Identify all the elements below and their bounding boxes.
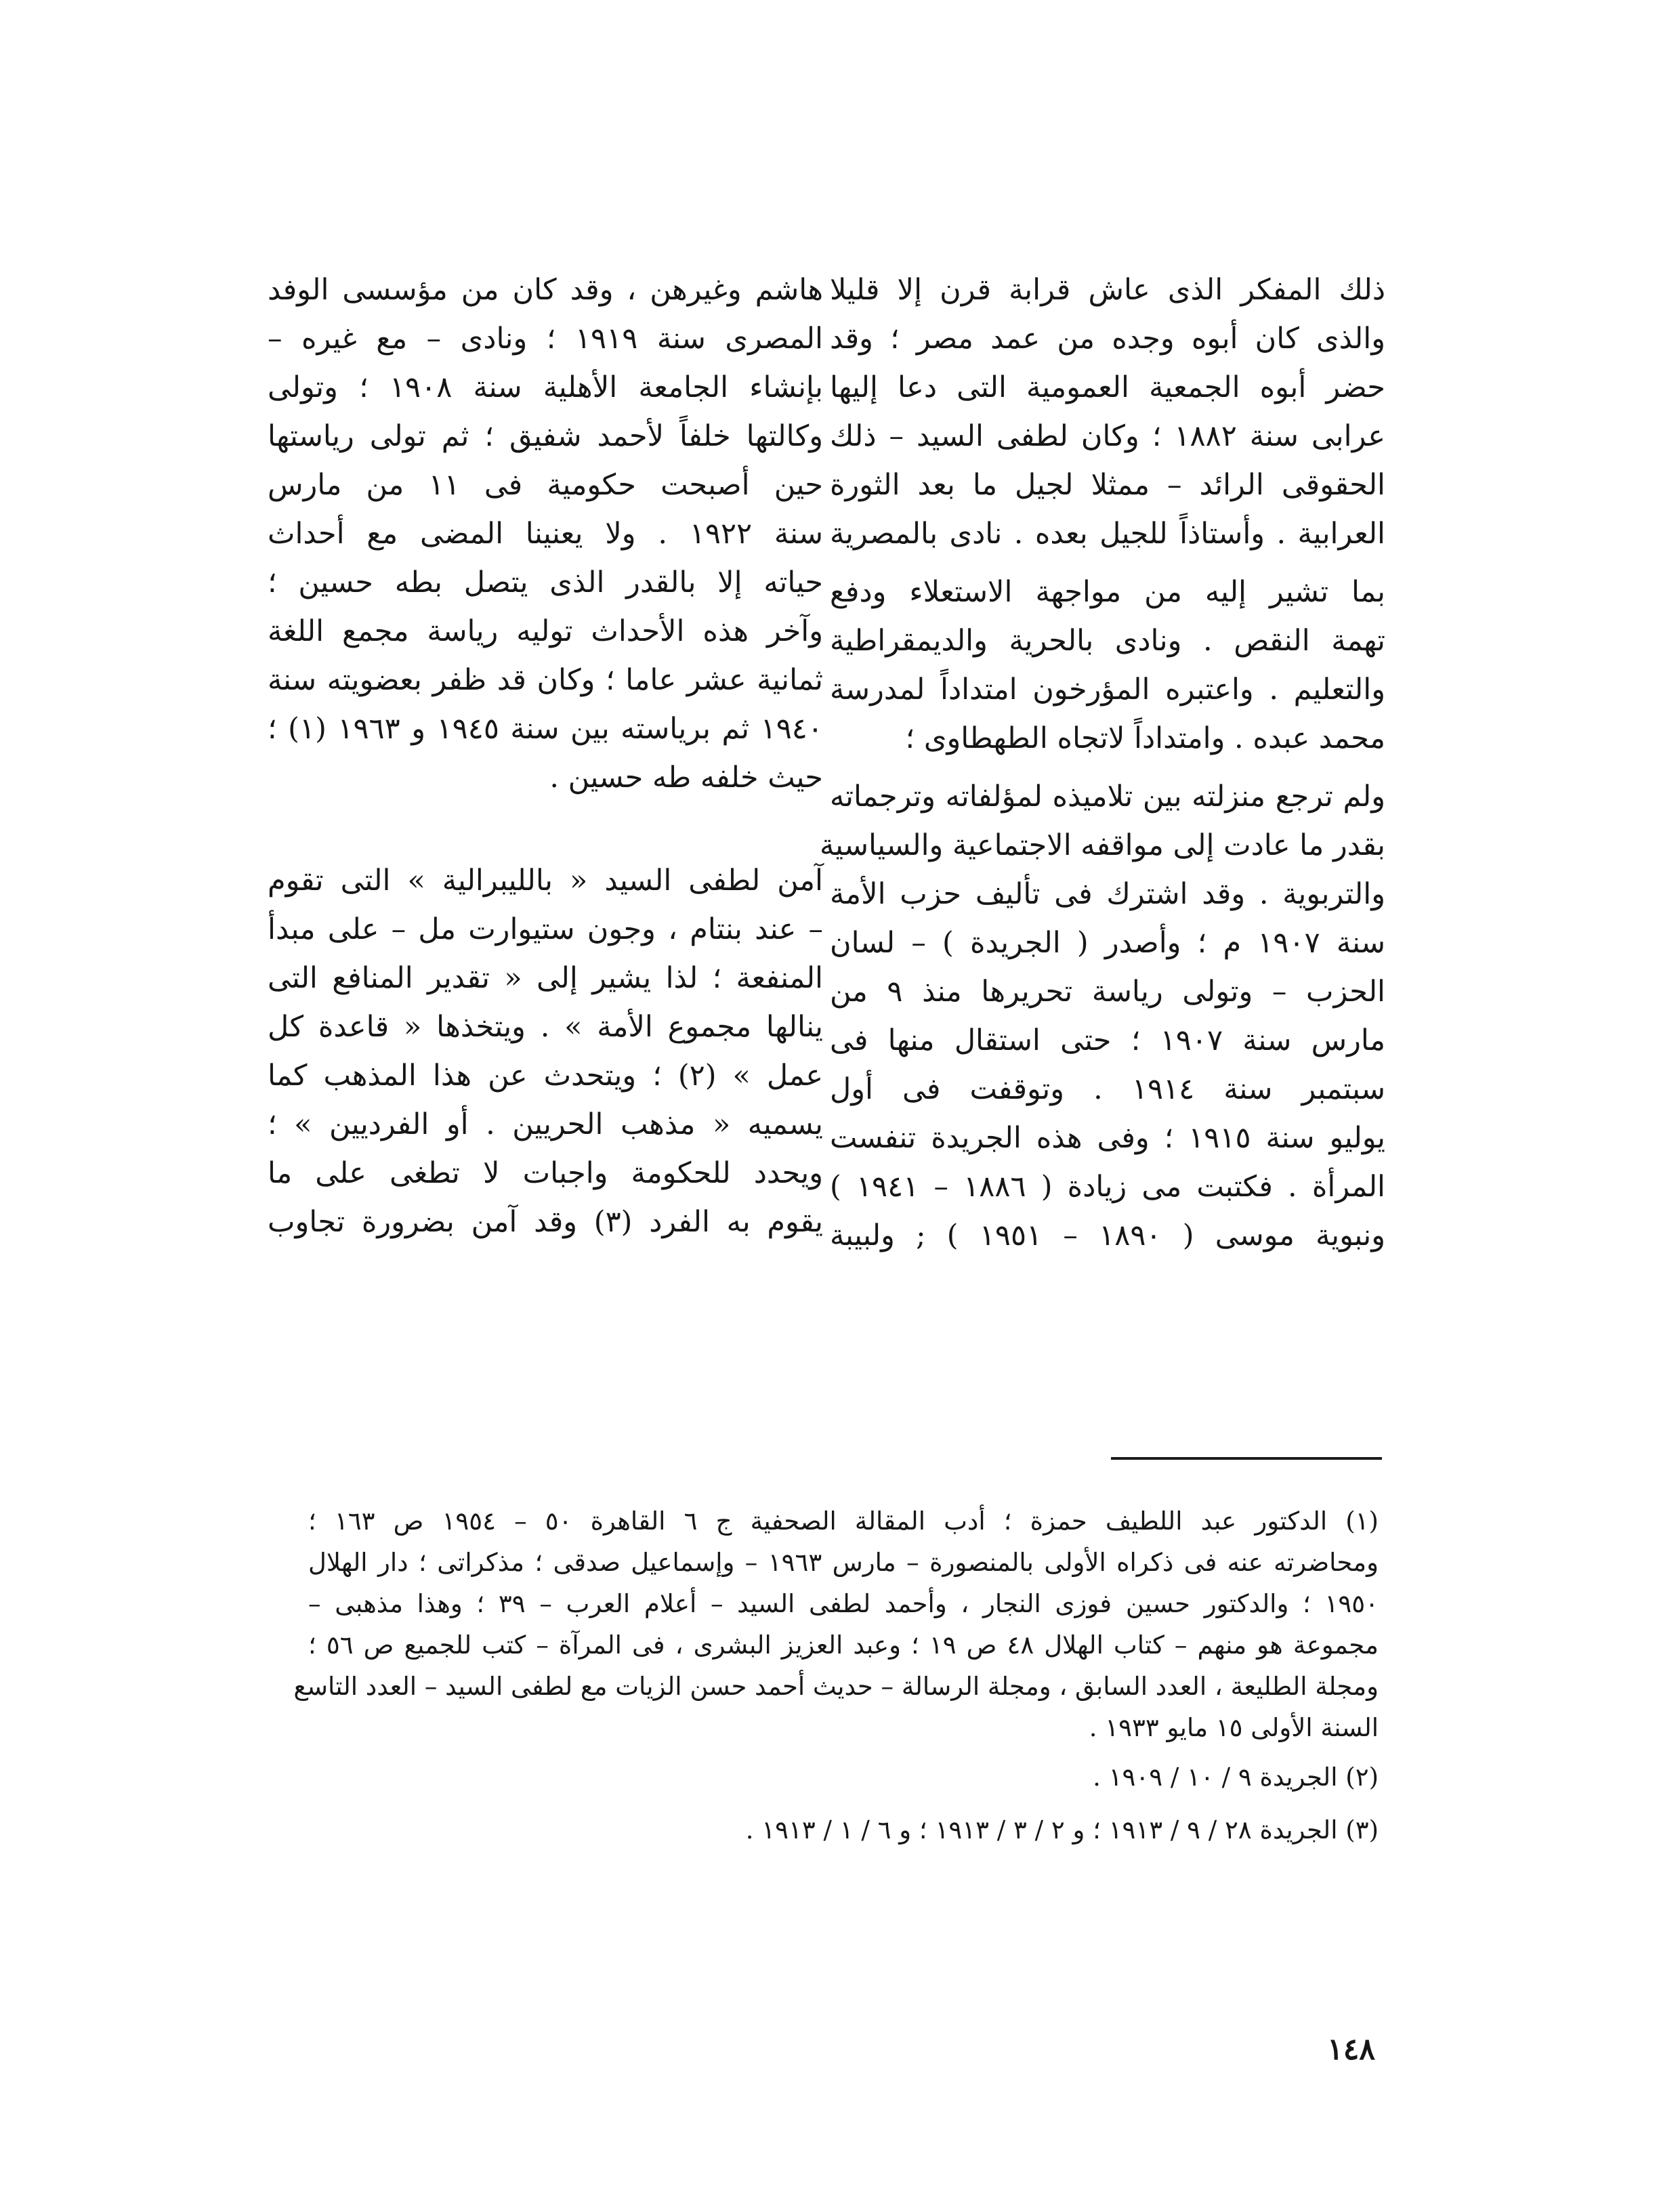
page-number: ١٤٨ — [1327, 2032, 1375, 2067]
text-line: وآخر هذه الأحداث توليه رياسة مجمع اللغة — [268, 614, 823, 648]
paragraph — [830, 568, 1385, 763]
text-line: تهمة النقص . ونادى بالحرية والديمقراطية — [830, 624, 1385, 658]
text-line: حين أصبحت حكومية فى ١١ من مارس — [268, 468, 823, 502]
text-line: عرابى سنة ١٨٨٢ ؛ وكان لطفى السيد – ذلك — [830, 419, 1385, 453]
text-line: محمد عبده . وامتداداً لاتجاه الطهطاوى ؛ — [905, 721, 1385, 755]
footnote-line: ومحاضرته عنه فى ذكراه الأولى بالمنصورة – مارس ١٩٦٣ – وإسماعيل صدقى ؛ مذكراتى ؛ دار الهلال — [308, 1548, 1379, 1577]
text-line: ١٩٤٠ ثم برياسته بين سنة ١٩٤٥ و ١٩٦٣ (١) ؛ — [268, 712, 823, 746]
paragraph — [819, 772, 1386, 1260]
text-line: مارس سنة ١٩٠٧ ؛ حتى استقال منها فى — [830, 1024, 1385, 1057]
text-line: المرأة . فكتبت مى زيادة ( ١٨٨٦ – ١٩٤١ ) — [830, 1170, 1385, 1204]
text-line: حياته إلا بالقدر الذى يتصل بطه حسين ؛ — [268, 566, 823, 599]
text-line: الحقوقى الرائد – ممثلا لجيل ما بعد الثورة — [830, 468, 1385, 502]
text-line: والتعليم . واعتبره المؤرخون امتداداً لمدرسة — [830, 673, 1385, 707]
text-line: وكالتها خلفاً لأحمد شفيق ؛ ثم تولى رياستها — [268, 419, 823, 453]
text-line: الحزب – وتولى رياسة تحريرها منذ ٩ من — [830, 975, 1386, 1009]
footnote-line: مجموعة هو منهم – كتاب الهلال ٤٨ ص ١٩ ؛ وعبد العزيز البشرى ، فى المرآة – كتب للجميع ص ٥٦ ؛ — [308, 1630, 1379, 1660]
footnote-line: ١٩٥٠ ؛ والدكتور حسين فوزى النجار ، وأحمد لطفى السيد – أعلام العرب – ٣٩ ؛ وهذا مذهبى – — [308, 1589, 1379, 1618]
text-line: بما تشير إليه من مواجهة الاستعلاء ودفع — [830, 575, 1385, 609]
text-line: بقدر ما عادت إلى مواقفه الاجتماعية والسياسية — [819, 828, 1385, 862]
text-line: يقوم به الفرد (٣) وقد آمن بضرورة تجاوب — [268, 1205, 823, 1239]
paragraph — [268, 266, 823, 802]
footnote-1 — [293, 1500, 1379, 1748]
text-line: بإنشاء الجامعة الأهلية سنة ١٩٠٨ ؛ وتولى — [268, 371, 823, 404]
text-line: والتربوية . وقد اشترك فى تأليف حزب الأمة — [830, 877, 1385, 911]
text-line: المنفعة ؛ لذا يشير إلى « تقدير المنافع التى — [268, 961, 823, 995]
text-line: يسميه « مذهب الحريين . أو الفرديين » ؛ — [268, 1108, 823, 1141]
text-line: آمن لطفى السيد « بالليبرالية » التى تقوم — [268, 864, 823, 898]
text-line: ذلك المفكر الذى عاش قرابة قرن إلا قليلا — [830, 273, 1385, 307]
paragraph — [268, 856, 823, 1246]
text-line: حيث خلفه طه حسين . — [549, 761, 823, 795]
footnote-line: ومجلة الطليعة ، العدد السابق ، ومجلة الرسالة – حديث أحمد حسن الزيات مع لطفى السيد – العدد التاسع — [293, 1672, 1379, 1701]
text-line: العرابية . وأستاذاً للجيل بعده . نادى بالمصرية — [830, 517, 1385, 551]
text-line: هاشم وغيرهن ، وقد كان من مؤسسى الوفد — [268, 273, 823, 307]
text-line: سبتمبر سنة ١٩١٤ . وتوقفت فى أول — [830, 1072, 1386, 1106]
left-text-column — [268, 266, 823, 1246]
text-line: سنة ١٩٢٢ . ولا يعنينا المضى مع أحداث — [268, 517, 823, 551]
paragraph — [830, 266, 1385, 558]
footnote-separator — [1111, 1457, 1382, 1460]
right-text-column — [819, 266, 1386, 1260]
text-line: حضر أبوه الجمعية العمومية التى دعا إليها — [830, 371, 1385, 404]
text-line: يوليو سنة ١٩١٥ ؛ وفى هذه الجريدة تنفست — [830, 1121, 1385, 1155]
text-line: ثمانية عشر عاما ؛ وكان قد ظفر بعضويته سنة — [268, 663, 823, 697]
text-line: ونبوية موسى ( ١٨٩٠ – ١٩٥١ ) ; ولبيبة — [830, 1219, 1386, 1252]
footnote-2: (٢) الجريدة ٩ / ١٠ / ١٩٠٩ . — [1093, 1763, 1379, 1792]
text-line: ويحدد للحكومة واجبات لا تطغى على ما — [268, 1156, 823, 1190]
footnotes — [293, 1500, 1379, 1854]
text-line: – عند بنتام ، وجون ستيوارت مل – على مبدأ — [268, 912, 823, 946]
footnote-3: (٣) الجريدة ٢٨ / ٩ / ١٩١٣ ؛ و ٢ / ٣ / ١٩١٣ ؛ و ٦ / ١ / ١٩١٣ . — [745, 1815, 1379, 1845]
text-line: والذى كان أبوه وجده من عمد مصر ؛ وقد — [830, 322, 1385, 356]
text-line: ينالها مجموع الأمة » . ويتخذها « قاعدة كل — [268, 1010, 823, 1044]
text-line: عمل » (٢) ؛ ويتحدث عن هذا المذهب كما — [268, 1059, 823, 1093]
text-line: المصرى سنة ١٩١٩ ؛ ونادى – مع غيره – — [268, 322, 823, 356]
text-line: ولم ترجع منزلته بين تلاميذه لمؤلفاته وترجماته — [830, 780, 1385, 814]
footnote-line: (١) الدكتور عبد اللطيف حمزة ؛ أدب المقالة الصحفية ج ٦ القاهرة ٥٠ – ١٩٥٤ ص ١٦٣ ؛ — [308, 1507, 1379, 1536]
text-line: سنة ١٩٠٧ م ؛ وأصدر ( الجريدة ) – لسان — [830, 926, 1385, 960]
footnote-line: السنة الأولى ١٥ مايو ١٩٣٣ . — [1089, 1713, 1379, 1742]
